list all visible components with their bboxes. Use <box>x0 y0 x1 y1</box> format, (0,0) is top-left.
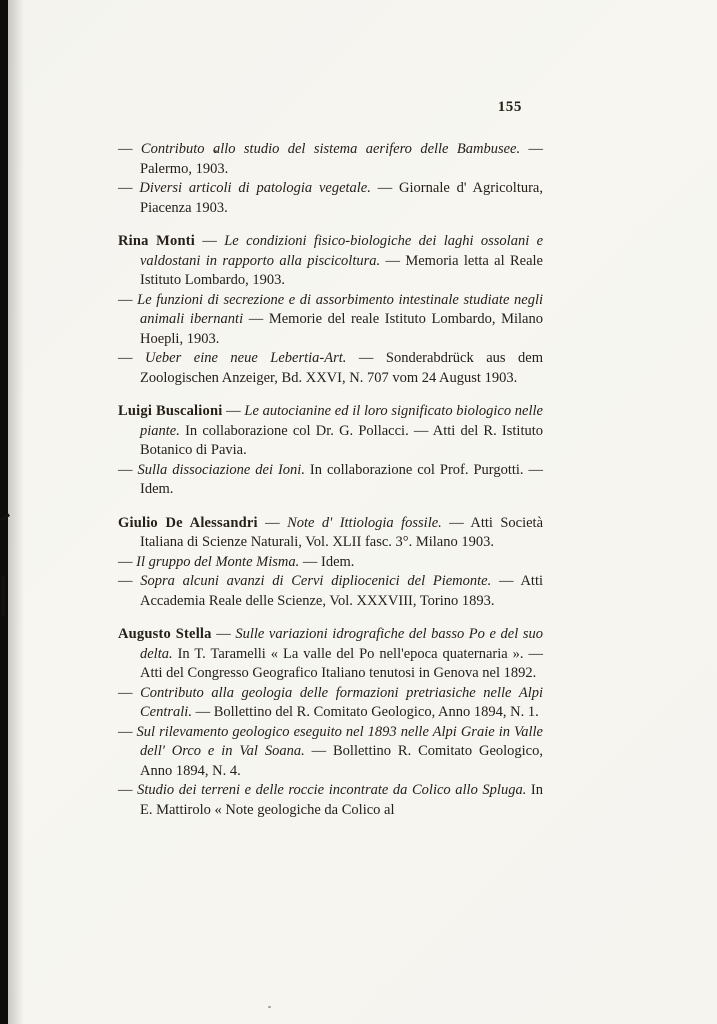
entry-text-roman: — <box>118 684 141 701</box>
entry-text-roman: — <box>118 553 137 570</box>
entry-text-roman: — <box>118 180 140 196</box>
entry-text-roman: — Bollettino R. Comitato Geologico, Anno 1894, N. 4. <box>140 743 543 779</box>
entry-text-roman: In E. Mattirolo « Note geologiche da Colico al <box>140 782 544 818</box>
bibliography-entry <box>118 349 543 388</box>
entry-text-roman: In T. Taramelli « La valle del Po nell'epoca quaternaria ». — Atti del Congresso Geografico Italiano tenutosi in Genova nel 1892. <box>140 645 543 681</box>
page-number: 155 <box>497 99 522 115</box>
entry-text-roman: — Idem. <box>299 553 355 570</box>
bibliography-entry <box>118 625 543 684</box>
bibliography-entry <box>118 572 543 611</box>
entry-text-roman: — Sonderabdrück aus dem Zoologischen Anzeiger, Bd. XXVI, N. 707 vom 24 August 1903. <box>140 350 543 386</box>
entry-text-roman: In collaborazione col Dr. G. Pollacci. — Atti del R. Istituto Botanico di Pavia. <box>140 422 543 458</box>
bibliography-entry <box>118 781 543 820</box>
scan-speck <box>268 1006 271 1008</box>
entry-text-italic: Sopra alcuni avanzi di Cervi dipliocenici del Piemonte. <box>140 573 492 589</box>
scan-gutter-shadow <box>8 0 24 1024</box>
entry-text-italic: Sul rilevamento geologico eseguito nel 1893 nelle Alpi Graie in Valle dell' Orco e in Val Soana. <box>136 723 543 759</box>
entry-text-roman: — <box>118 573 141 589</box>
entry-text-roman: — <box>118 723 137 740</box>
bibliography-entry <box>118 461 543 500</box>
entry-text-italic: Studio dei terreni e delle roccie incontrate da Colico allo Spluga. <box>137 782 527 798</box>
entry-text-italic: Contributo alla geologia delle formazioni pretriasiche nelle Alpi Centrali. <box>140 684 544 720</box>
entry-text-roman: — Atti Accademia Reale delle Scienze, Vol. XXXVIII, Torino 1893. <box>140 573 543 609</box>
entry-text-italic: Le autocianine ed il loro significato biologico nelle piante. <box>140 403 543 439</box>
bibliography-entry <box>118 291 543 350</box>
entry-text-roman: — <box>118 461 138 478</box>
entry-text-italic: Note d' Ittiologia fossile. <box>287 514 442 531</box>
entry-text-roman: — <box>257 514 288 531</box>
bibliography-entry <box>118 140 543 179</box>
author-name: Giulio De Alessandri <box>118 514 258 531</box>
author-name: Augusto Stella <box>118 626 212 642</box>
bibliography-entry <box>118 232 543 291</box>
bibliography-group <box>118 625 543 820</box>
entry-text-italic: Sulle variazioni idrografiche del basso Po e del suo delta. <box>140 626 544 662</box>
scan-edge-artifact <box>0 0 8 1024</box>
entry-text-roman: — Giornale d' Agricoltura, Piacenza 1903. <box>140 180 543 216</box>
entry-text-roman: — <box>222 403 245 419</box>
entry-text-roman: — Memoria letta al Reale Istituto Lombardo, 1903. <box>140 252 543 288</box>
entry-text-italic: Sulla dissociazione dei Ioni. <box>137 461 305 478</box>
entry-text-italic: Le funzioni di secrezione e di assorbimento intestinale studiate negli animali ibernanti <box>137 291 544 327</box>
author-name: Luigi Buscalioni <box>118 403 223 419</box>
entry-text-roman: — <box>118 141 141 157</box>
bibliography-group <box>118 514 543 612</box>
entry-text-roman: In collaborazione col Prof. Purgotti. — Idem. <box>140 461 543 497</box>
entry-text-roman: — <box>118 291 138 308</box>
entry-text-italic: Ueber eine neue Lebertia-Art. <box>145 350 347 366</box>
scan-mark <box>1 575 5 617</box>
entry-text-italic: Contributo allo studio del sistema aerifero delle Bambusee. <box>140 141 521 157</box>
bibliography-entry <box>118 553 543 573</box>
entry-text-italic: Il gruppo del Monte Misma. <box>136 553 300 570</box>
bibliography-entry <box>118 514 543 553</box>
entry-text-roman: — Atti Società Italiana di Scienze Naturali, Vol. XLII fasc. 3°. Milano 1903. <box>140 514 544 550</box>
bibliography-entry <box>118 723 543 782</box>
entry-text-roman: — Bollettino del R. Comitato Geologico, Anno 1894, N. 1. <box>191 704 539 720</box>
entry-text-roman: — <box>195 233 225 249</box>
entry-text-roman: — <box>118 782 138 798</box>
bibliography-group <box>118 402 543 500</box>
entry-text-roman: — <box>118 350 146 366</box>
bibliography-list <box>118 140 543 834</box>
bibliography-group <box>118 232 543 388</box>
bibliography-entry <box>118 402 543 461</box>
bibliography-group-continued <box>118 140 543 218</box>
bibliography-entry <box>118 684 543 723</box>
entry-text-roman: — <box>211 626 236 642</box>
entry-text-roman: — Palermo, 1903. <box>140 141 544 177</box>
entry-text-italic: Le condizioni fisico-biologiche dei laghi ossolani e valdostani in rapporto alla piscicoltura. <box>140 233 544 269</box>
bibliography-entry <box>118 179 543 218</box>
entry-text-italic: Diversi articoli di patologia vegetale. <box>139 180 371 196</box>
entry-text-roman: — Memorie del reale Istituto Lombardo, Milano Hoepli, 1903. <box>140 311 543 347</box>
author-name: Rina Monti <box>118 233 196 249</box>
